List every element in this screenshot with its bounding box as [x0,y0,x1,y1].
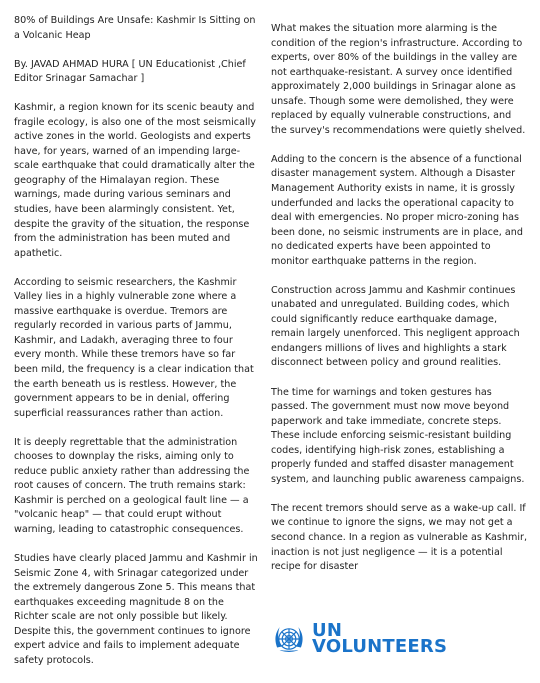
article-left-column [14,14,261,683]
article-paragraph: Adding to the concern is the absence of a functional disaster management system. Although a Disaster Management Authority exists in name, it is grossly underfunded and lacks the operational capacity to deal with emergencies. No proper micro-zoning has been done, no seismic instruments are in place, and no dedicated experts have been appointed to monitor earthquake patterns in the region. [271,153,523,267]
article-right-column [271,22,529,589]
article-paragraph: Studies have clearly placed Jammu and Kashmir in Seismic Zone 4, with Srinagar categorized under the extremely dangerous Zone 5. This means that earthquakes exceeding magnitude 8 on the Richter scale are not only possible but likely. Despite this, the government continues to ignore expert advice and fails to implement adequate safety protocols. [14,553,258,666]
article-paragraph: The recent tremors should serve as a wake-up call. If we continue to ignore the signs, we may not get a second chance. In a region as vulnerable as Kashmir, inaction is not just negligence — it is a potential recipe for disaster [271,502,528,573]
article-paragraph: It is deeply regrettable that the administration chooses to downplay the risks, aiming only to reduce public anxiety rather than addressing the root causes of concern. The truth remains stark: Kashmir is perched on a geological fault line — a "volcanic heap" — that could erupt without warning, leading to catastrophic consequences. [14,436,250,535]
article-paragraph: Construction across Jammu and Kashmir continues unabated and unregulated. Building codes, which could significantly reduce earthquake damage, remain largely unenforced. This negligent approach endangers millions of lives and highlights a stark disconnect between policy and ground realities. [271,284,520,369]
article-byline: By. JAVAD AHMAD HURA [ UN Educationist ,Chief Editor Srinagar Samachar ] [14,58,246,85]
un-volunteers-logo [272,622,447,656]
logo-line-volunteers: VOLUNTEERS [312,636,448,657]
article-paragraph: Kashmir, a region known for its scenic beauty and fragile ecology, is also one of the most seismically active zones in the world. Geologists and experts have, for years, warned of an impending large-scale earthquake that could dramatically alter the geography of the Himalayan region. These warnings, made during various seminars and studies, have been alarmingly consistent. Yet, despite the gravity of the situation, the response from the administration has been muted and apathetic. [14,102,256,259]
article-title: 80% of Buildings Are Unsafe: Kashmir Is Sitting on a Volcanic Heap [14,15,256,41]
logo-line-un: UN [312,620,343,641]
un-emblem-icon [272,622,306,656]
article-paragraph: What makes the situation more alarming is the condition of the region's infrastructure. According to experts, over 80% of the buildings in the valley are not earthquake-resistant. A survey once identified approximately 2,000 buildings in Srinagar alone as unsafe. Though some were demolished, they were replaced by equally vulnerable constructions, and the survey's recommendations were quietly shelved. [271,23,526,136]
article-paragraph: According to seismic researchers, the Kashmir Valley lies in a highly vulnerable zone where a massive earthquake is overdue. Tremors are regularly recorded in various parts of Jammu, Kashmir, and Ladakh, averaging three to four every month. While these tremors have so far been mild, the frequency is a clear indication that the earth beneath us is restless. However, the government appears to be in denial, offering superficial reassurances rather than action. [14,276,254,419]
logo-wordmark [312,620,448,657]
article-paragraph: The time for warnings and token gestures has passed. The government must now move beyond paperwork and take immediate, concrete steps. These include enforcing seismic-resistant building codes, identifying high-risk zones, establishing a properly funded and staffed disaster management system, and launching public awareness campaigns. [271,386,525,485]
